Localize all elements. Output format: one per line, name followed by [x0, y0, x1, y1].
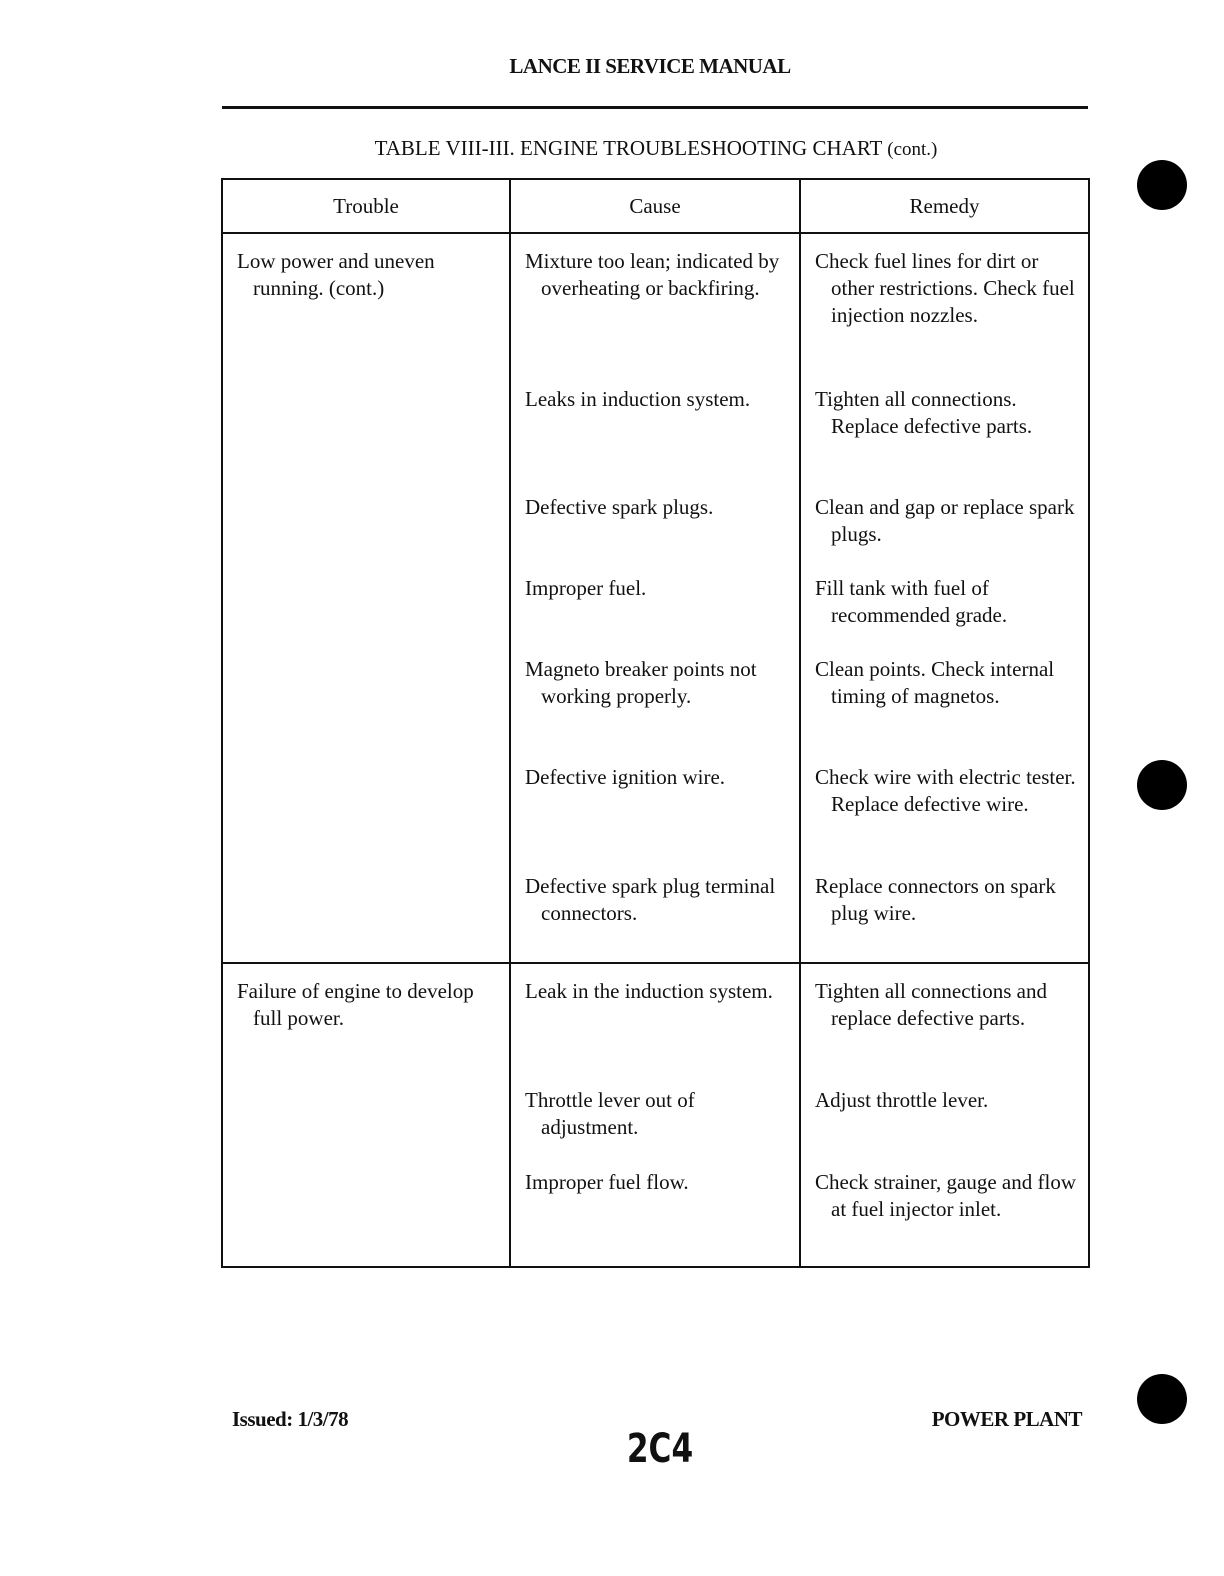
punch-hole-bottom [1137, 1374, 1187, 1424]
table-header-row [222, 179, 1089, 233]
remedy-item: Clean and gap or replace spark plugs. [815, 495, 1075, 546]
trouble-cell [222, 963, 510, 1267]
troubleshooting-table [221, 178, 1090, 1268]
remedy-item: Check fuel lines for dirt or other restrictions. Check fuel injection nozzles. [815, 249, 1075, 327]
cause-item: Defective ignition wire. [525, 765, 726, 789]
cause-item: Leaks in induction system. [525, 387, 751, 411]
cause-item: Leak in the induction system. [525, 979, 773, 1003]
cause-cell [510, 963, 800, 1267]
remedy-item: Adjust throttle lever. [815, 1088, 989, 1112]
page-header-title: LANCE II SERVICE MANUAL [509, 54, 791, 78]
remedy-cell [800, 963, 1089, 1267]
remedy-cell [800, 233, 1089, 963]
table-row [222, 233, 1089, 963]
cause-item: Improper fuel. [525, 576, 647, 600]
remedy-item: Tighten all connections and replace defective parts. [815, 979, 1047, 1030]
cause-item: Throttle lever out of adjustment. [525, 1088, 695, 1139]
remedy-item: Fill tank with fuel of recommended grade. [815, 576, 1008, 627]
trouble-text: Low power and uneven running. (cont.) [237, 249, 435, 300]
cause-item: Mixture too lean; indicated by overheating or backfiring. [525, 249, 780, 300]
remedy-item: Replace connectors on spark plug wire. [815, 874, 1056, 925]
column-header-cause: Cause [510, 179, 800, 233]
table-row [222, 963, 1089, 1267]
cause-item: Magneto breaker points not working properly. [525, 657, 757, 708]
cause-item: Improper fuel flow. [525, 1170, 689, 1194]
table-caption-title: TABLE VIII-III. ENGINE TROUBLESHOOTING CHART [374, 136, 883, 160]
trouble-text: Failure of engine to develop full power. [237, 979, 474, 1030]
cause-item: Defective spark plugs. [525, 495, 714, 519]
column-header-trouble: Trouble [222, 179, 510, 233]
column-header-remedy: Remedy [800, 179, 1089, 233]
table-caption-suffix: (cont.) [887, 139, 938, 160]
cause-item: Defective spark plug terminal connectors. [525, 874, 776, 925]
table-caption [0, 136, 1224, 161]
section-name: POWER PLANT [931, 1407, 1082, 1431]
remedy-item: Check strainer, gauge and flow at fuel injector inlet. [815, 1170, 1076, 1221]
header-divider [222, 106, 1088, 109]
trouble-cell [222, 233, 510, 963]
remedy-item: Check wire with electric tester. Replace defective wire. [815, 765, 1076, 816]
punch-hole-middle [1137, 760, 1187, 810]
page-code: 2C4 [626, 1426, 694, 1472]
cause-cell [510, 233, 800, 963]
issued-date: Issued: 1/3/78 [232, 1407, 349, 1431]
remedy-item: Tighten all connections. Replace defective parts. [815, 387, 1033, 438]
remedy-item: Clean points. Check internal timing of magnetos. [815, 657, 1055, 708]
punch-hole-top [1137, 160, 1187, 210]
